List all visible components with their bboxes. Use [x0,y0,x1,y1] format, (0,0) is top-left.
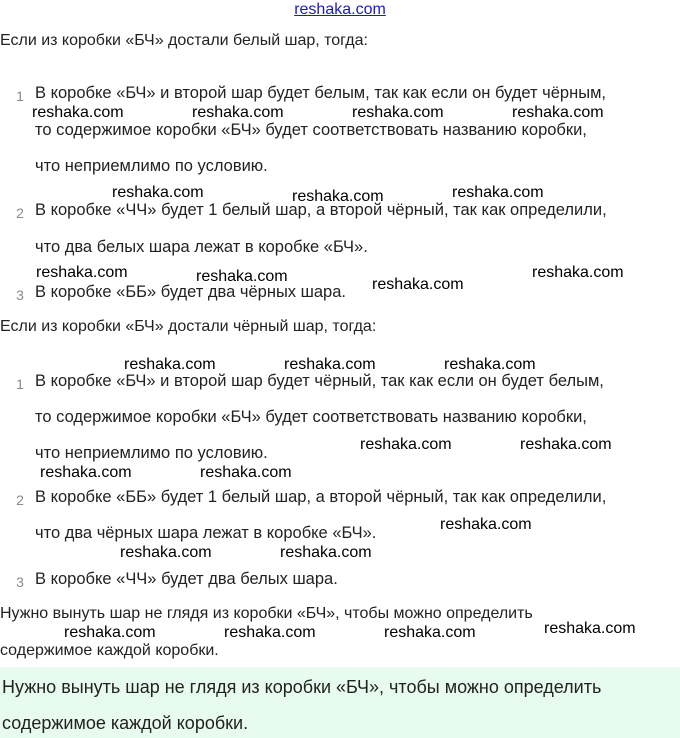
case-white-intro: Если из коробки «БЧ» достали белый шар, тогда: [0,32,368,49]
list-item-line: что неприемлимо по условию. [35,444,268,462]
watermark-text: reshaka.com [120,544,212,561]
watermark-top-link[interactable]: reshaka.com [294,1,386,18]
watermark-text: reshaka.com [532,264,624,281]
answer-line: содержимое каждой коробки. [2,713,249,733]
watermark-text: reshaka.com [360,436,452,453]
list-item-line: что неприемлимо по условию. [35,157,268,175]
list-item-line: В коробке «ЧЧ» будет 1 белый шар, а второй чёрный, так как определили, [35,201,607,219]
watermark-text: reshaka.com [280,544,372,561]
list-item-line: что два белых шара лежат в коробке «БЧ». [35,238,368,256]
watermark-text: reshaka.com [200,464,292,481]
list-number: 1 [16,376,24,392]
watermark-text: reshaka.com [40,464,132,481]
watermark-text: reshaka.com [196,268,288,285]
list-item-line: В коробке «БЧ» и второй шар будет белым, так как если он будет чёрным, [35,84,606,102]
list-item-line: то содержимое коробки «БЧ» будет соответствовать названию коробки, [35,121,587,139]
watermark-text: reshaka.com [224,624,316,641]
list-number: 3 [16,287,24,303]
list-number: 2 [16,205,24,221]
watermark-text: reshaka.com [36,264,128,281]
list-number: 1 [16,88,24,104]
watermark-text: reshaka.com [284,356,376,373]
conclusion-line: содержимое каждой коробки. [0,642,219,659]
case-black-intro: Если из коробки «БЧ» достали чёрный шар, тогда: [0,318,377,335]
watermark-text: reshaka.com [64,624,156,641]
watermark-text: reshaka.com [352,104,444,121]
watermark-text: reshaka.com [192,104,284,121]
watermark-text: reshaka.com [32,104,124,121]
list-item-line: В коробке «ББ» будет 1 белый шар, а второй чёрный, так как определили, [35,488,607,506]
conclusion-line: Нужно вынуть шар не глядя из коробки «БЧ», чтобы можно определить [0,605,533,622]
watermark-text: reshaka.com [124,356,216,373]
watermark-text: reshaka.com [372,276,464,293]
list-item-line: что два чёрных шара лежат в коробке «БЧ». [35,524,377,542]
watermark-text: reshaka.com [440,516,532,533]
list-item-line: то содержимое коробки «БЧ» будет соответствовать названию коробки, [35,408,587,426]
watermark-text: reshaka.com [384,624,476,641]
list-item-line: В коробке «ББ» будет два чёрных шара. [35,283,346,301]
watermark-text: reshaka.com [292,188,384,205]
list-item-line: В коробке «БЧ» и второй шар будет чёрный, так как если он будет белым, [35,372,604,390]
answer-line: Нужно вынуть шар не глядя из коробки «БЧ», чтобы можно определить [2,677,602,697]
watermark-text: reshaka.com [452,184,544,201]
watermark-text: reshaka.com [112,184,204,201]
list-number: 2 [16,492,24,508]
list-item-line: В коробке «ЧЧ» будет два белых шара. [35,570,338,588]
watermark-text: reshaka.com [520,436,612,453]
watermark-text: reshaka.com [512,104,604,121]
watermark-text: reshaka.com [544,620,636,637]
watermark-text: reshaka.com [444,356,536,373]
list-number: 3 [16,574,24,590]
